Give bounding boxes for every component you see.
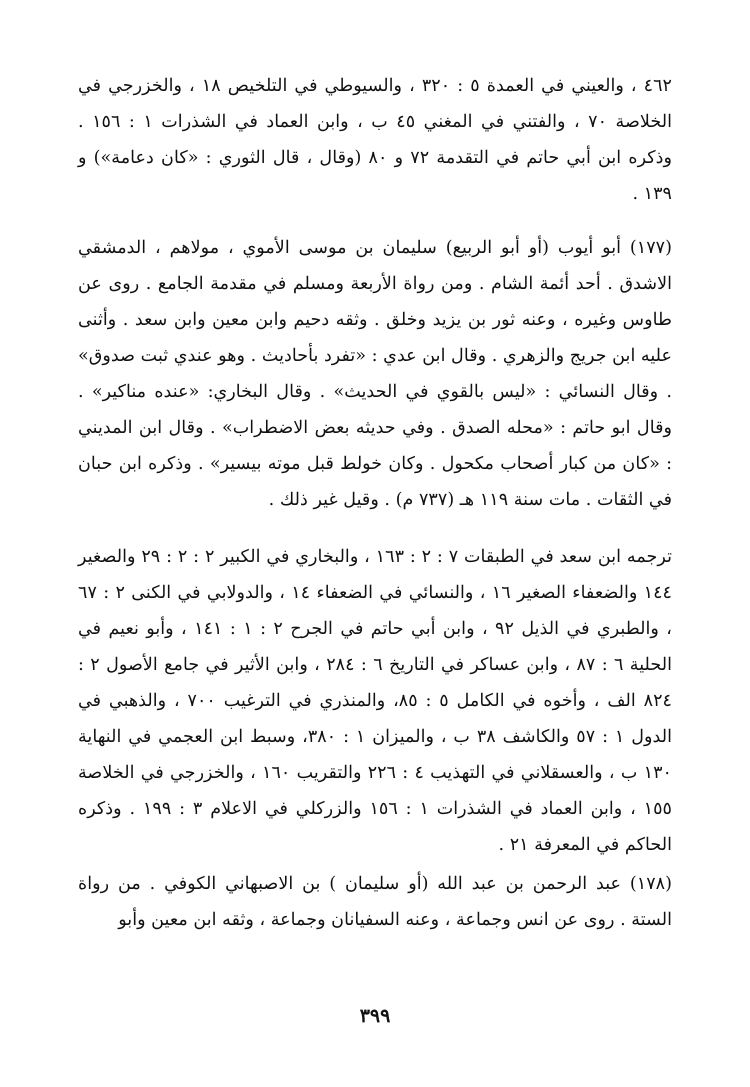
page-number: ٣٩٩ xyxy=(359,1005,391,1027)
paragraph-entry-177-biography: (١٧٧) أبو أيوب (أو أبو الربيع) سليمان بن موسى الأموي ، مولاهم ، الدمشقي الاشدق . أحد أئمة الشام . ومن رواة الأربعة ومسلم في مقدمة الجامع . روى عن طاوس وغيره ، وعنه ثور بن يزيد وخلق . وثقه دحيم وابن معين وابن سعد . وأثنى عليه ابن جريج والزهري . وقال ابن عدي : «تفرد بأحاديث . وهو عندي ثبت صدوق» . وقال النسائي : «ليس بالقوي في الحديث» . وقال البخاري: «عنده مناكير» . وقال ابو حاتم : «محله الصدق . وفي حديثه بعض الاضطراب» . وقال ابن المديني : «كان من كبار أصحاب مكحول . وكان خولط قبل موته بيسير» . وذكره ابن حبان في الثقات . مات سنة ١١٩ هـ (٧٣٧ م) . وقيل غير ذلك . xyxy=(78,238,672,510)
paragraph-continuation-references: ٤٦٢ ، والعيني في العمدة ٥ : ٣٢٠ ، والسيوطي في التلخيص ١٨ ، والخزرجي في الخلاصة ٧٠ ، والفتني في المغني ٤٥ ب ، وابن العماد في الشذرات ١ : ١٥٦ . وذكره ابن أبي حاتم في التقدمة ٧٢ و ٨٠ (وقال ، قال الثوري : «كان دعامة») و ١٣٩ . xyxy=(78,76,673,204)
book-page xyxy=(78,58,672,1027)
paragraph-entry-178-biography: (١٧٨) عبد الرحمن بن عبد الله (أو سليمان ) بن الاصبهاني الكوفي . من رواة الستة . روى عن انس وجماعة ، وعنه السفيانان وجماعة ، وثقه ابن معين وأبو xyxy=(78,874,672,930)
paragraph-entry-177-references: ترجمه ابن سعد في الطبقات ٧ : ٢ : ١٦٣ ، والبخاري في الكبير ٢ : ٢ : ٢٩ والصغير ١٤٤ والضعفاء الصغير ١٦ ، والنسائي في الضعفاء ١٤ ، والدولابي في الكنى ٢ : ٦٧ ، والطبري في الذيل ٩٢ ، وابن أبي حاتم في الجرح ٢ : ١ : ١٤١ ، وأبو نعيم في الحلية ٦ : ٨٧ ، وابن عساكر في التاريخ ٦ : ٢٨٤ ، وابن الأثير في جامع الأصول ٢ : ٨٢٤ الف ، وأخوه في الكامل ٥ : ٨٥، والمنذري في الترغيب ٧٠٠ ، والذهبي في الدول ١ : ٥٧ والكاشف ٣٨ ب ، والميزان ١ : ٣٨٠، وسبط ابن العجمي في النهاية ١٣٠ ب ، والعسقلاني في التهذيب ٤ : ٢٢٦ والتقريب ١٦٠ ، والخزرجي في الخلاصة ١٥٥ ، وابن العماد في الشذرات ١ : ١٥٦ والزركلي في الاعلام ٣ : ١٩٩ . وذكره الحاكم في المعرفة ٢١ . xyxy=(78,547,673,855)
